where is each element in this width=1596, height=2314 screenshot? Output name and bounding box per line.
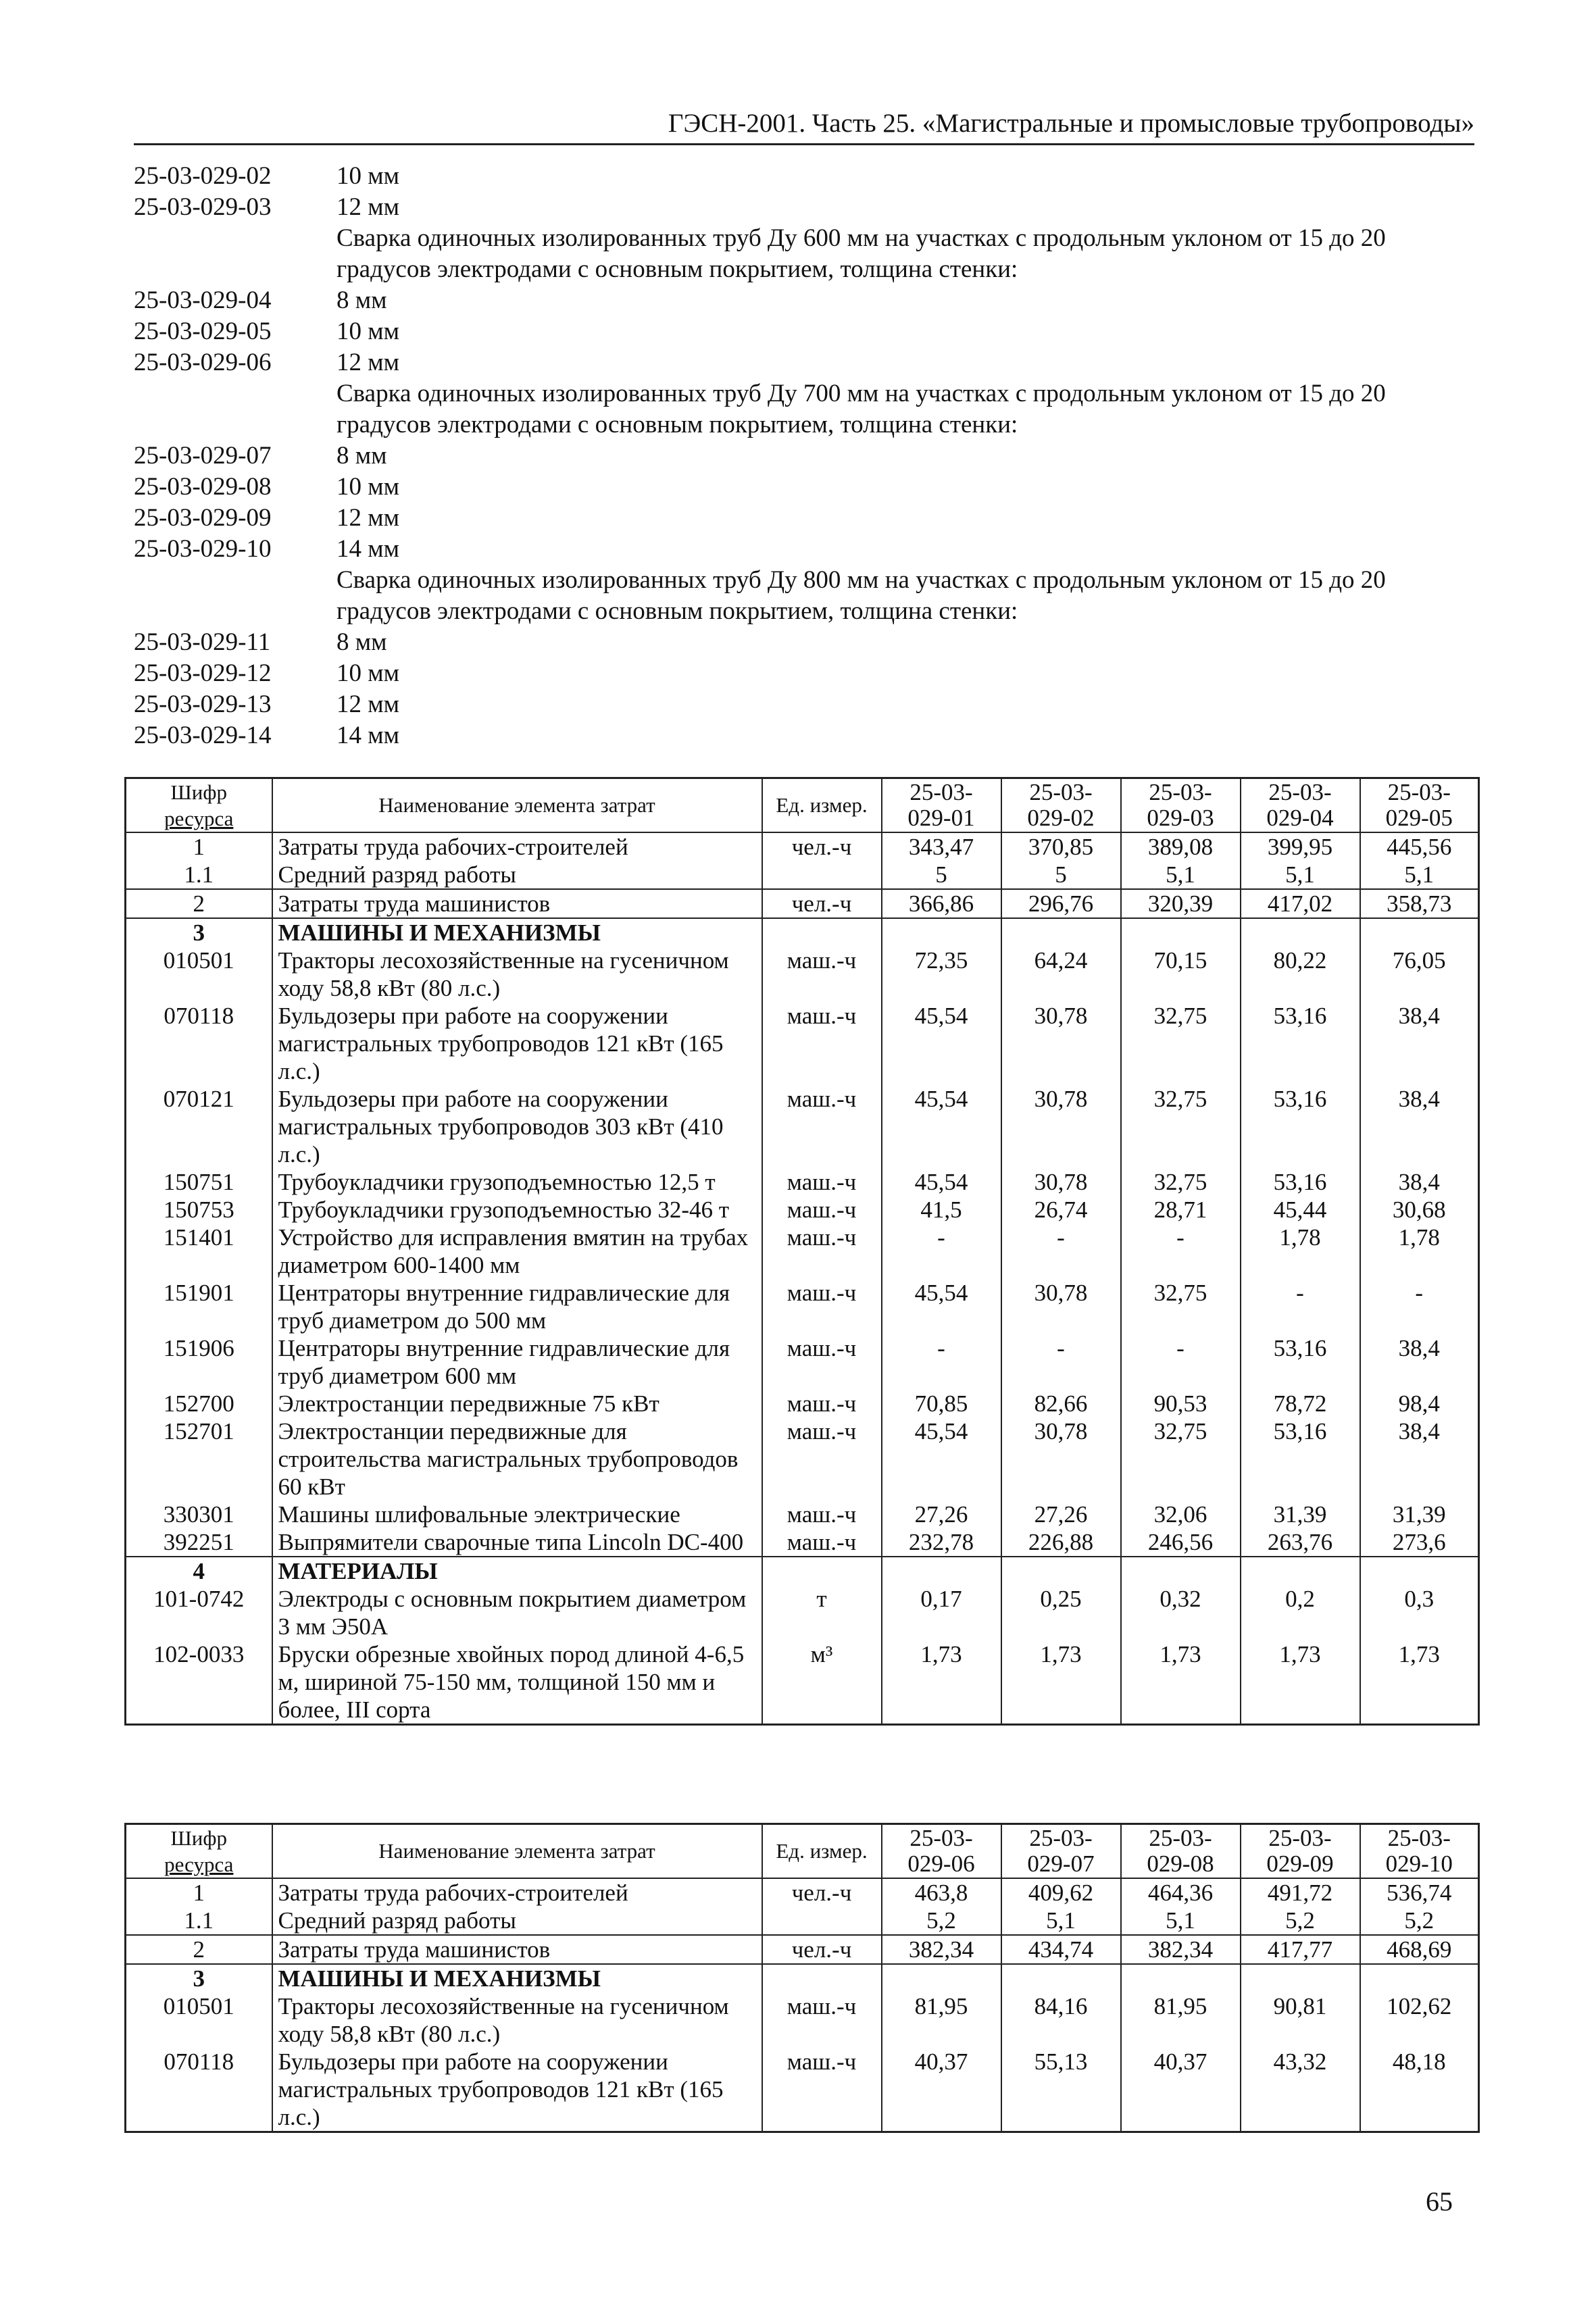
resource-name: Затраты труда машинистов (272, 889, 762, 918)
resource-name: Трубоукладчики грузоподъемностью 12,5 т (272, 1168, 762, 1196)
resource-value: 55,13 (1001, 2048, 1121, 2132)
resource-value: 468,69 (1360, 1935, 1479, 1964)
resource-value: 53,16 (1241, 1168, 1360, 1196)
code-row (134, 441, 1478, 472)
resource-value: 30,78 (1001, 1417, 1121, 1501)
resource-name: МАШИНЫ И МЕХАНИЗМЫ (272, 1964, 762, 1992)
resource-name: Машины шлифовальные электрические (272, 1501, 762, 1528)
resource-value: 417,77 (1241, 1935, 1360, 1964)
table-row (126, 1417, 1479, 1501)
table-row (126, 947, 1479, 1002)
resource-name: Тракторы лесохозяйственные на гусеничном ходу 58,8 кВт (80 л.с.) (272, 947, 762, 1002)
resource-name: МАТЕРИАЛЫ (272, 1557, 762, 1585)
resource-code: 150753 (126, 1196, 272, 1224)
wall-thickness: 10 мм (336, 318, 400, 345)
table-row (126, 1528, 1479, 1557)
resource-code: 4 (126, 1557, 272, 1585)
resource-value: 38,4 (1360, 1168, 1479, 1196)
resource-name: Бульдозеры при работе на сооружении магистральных трубопроводов 303 кВт (410 л.с.) (272, 1085, 762, 1168)
resource-name: Затраты труда машинистов (272, 1935, 762, 1964)
resource-code: 1.1 (126, 861, 272, 889)
norm-code: 25-03-029-03 (134, 193, 272, 221)
resource-unit (762, 1907, 882, 1935)
resource-value: 1,73 (882, 1640, 1001, 1725)
header-col: 25-03- 029-07 (1001, 1824, 1121, 1879)
resource-name: Бульдозеры при работе на сооружении магистральных трубопроводов 121 кВт (165 л.с.) (272, 1002, 762, 1085)
code-row (134, 316, 1478, 347)
resource-value: 45,54 (882, 1279, 1001, 1334)
resource-unit: маш.-ч (762, 1501, 882, 1528)
resource-code: 330301 (126, 1501, 272, 1528)
resource-value: - (882, 1224, 1001, 1279)
resource-value: 45,54 (882, 1168, 1001, 1196)
resource-unit (762, 1964, 882, 1992)
resource-value: 78,72 (1241, 1390, 1360, 1417)
wall-thickness: 8 мм (336, 628, 387, 656)
resource-value: 30,78 (1001, 1085, 1121, 1168)
resource-value: 366,86 (882, 889, 1001, 918)
resource-value: - (1241, 1279, 1360, 1334)
resource-name: Бульдозеры при работе на сооружении магистральных трубопроводов 121 кВт (165 л.с.) (272, 2048, 762, 2132)
resource-unit: чел.-ч (762, 832, 882, 861)
norm-code: 25-03-029-09 (134, 504, 272, 532)
resource-value: 53,16 (1241, 1085, 1360, 1168)
norm-code: 25-03-029-10 (134, 535, 272, 563)
code-row (134, 534, 1478, 565)
resource-code: 070118 (126, 1002, 272, 1085)
resource-value: 90,81 (1241, 1992, 1360, 2048)
resource-name: Центраторы внутренние гидравлические для труб диаметром до 500 мм (272, 1279, 762, 1334)
code-row (134, 627, 1478, 658)
resource-value: 246,56 (1121, 1528, 1241, 1557)
table-row (126, 1501, 1479, 1528)
header-name: Наименование элемента затрат (272, 778, 762, 833)
resource-value: 5 (882, 861, 1001, 889)
table-row (126, 1279, 1479, 1334)
resource-unit: маш.-ч (762, 1279, 882, 1334)
resource-unit (762, 1557, 882, 1585)
resource-value: 1,73 (1360, 1640, 1479, 1725)
wall-thickness: 10 мм (336, 659, 400, 687)
resource-value: - (1121, 1224, 1241, 1279)
table-row (126, 1224, 1479, 1279)
resource-unit: маш.-ч (762, 2048, 882, 2132)
resource-code: 1 (126, 1878, 272, 1907)
header-col: 25-03- 029-09 (1241, 1824, 1360, 1879)
resource-code: 151906 (126, 1334, 272, 1390)
table-row (126, 1935, 1479, 1964)
resource-value: 40,37 (882, 2048, 1001, 2132)
resource-code: 392251 (126, 1528, 272, 1557)
header-code: Шифр ресурса (126, 778, 272, 833)
resource-value: 263,76 (1241, 1528, 1360, 1557)
resource-unit: маш.-ч (762, 1085, 882, 1168)
resource-value: 45,54 (882, 1085, 1001, 1168)
resource-value: 417,02 (1241, 889, 1360, 918)
resource-name: Средний разряд работы (272, 1907, 762, 1935)
section-description: Сварка одиночных изолированных труб Ду 800 мм на участках с продольным уклоном от 15 до 20 градусов электродами с основным покрытием, толщина стенки: (336, 566, 1386, 625)
resource-value (1241, 1557, 1360, 1585)
resource-value: 40,37 (1121, 2048, 1241, 2132)
resource-unit: маш.-ч (762, 1417, 882, 1501)
resource-value: 0,32 (1121, 1585, 1241, 1640)
resource-code: 152701 (126, 1417, 272, 1501)
table-row (126, 1334, 1479, 1390)
resource-unit: маш.-ч (762, 1002, 882, 1085)
resource-unit: маш.-ч (762, 1224, 882, 1279)
resource-value: 31,39 (1241, 1501, 1360, 1528)
resource-code: 2 (126, 1935, 272, 1964)
resource-code: 3 (126, 1964, 272, 1992)
resource-name: Выпрямители сварочные типа Lincoln DC-400 (272, 1528, 762, 1557)
resource-value: 41,5 (882, 1196, 1001, 1224)
resource-value (1360, 918, 1479, 947)
resource-value (1001, 1557, 1121, 1585)
resource-value: 1,73 (1001, 1640, 1121, 1725)
resource-unit: т (762, 1585, 882, 1640)
norm-code: 25-03-029-04 (134, 286, 272, 314)
resource-value: 226,88 (1001, 1528, 1121, 1557)
header-col: 25-03- 029-06 (882, 1824, 1001, 1879)
resource-value: 30,78 (1001, 1168, 1121, 1196)
resource-value: 445,56 (1360, 832, 1479, 861)
resource-value: 536,74 (1360, 1878, 1479, 1907)
resource-value: 102,62 (1360, 1992, 1479, 2048)
wall-thickness: 8 мм (336, 442, 387, 470)
resource-value: 72,35 (882, 947, 1001, 1002)
resource-value: 5,1 (1241, 861, 1360, 889)
resource-value (1360, 1557, 1479, 1585)
wall-thickness: 12 мм (336, 690, 400, 718)
table-row (126, 1168, 1479, 1196)
resource-value: 27,26 (882, 1501, 1001, 1528)
norm-code: 25-03-029-06 (134, 349, 272, 376)
resource-value: 38,4 (1360, 1002, 1479, 1085)
code-row (134, 720, 1478, 751)
resource-value (1121, 918, 1241, 947)
resource-value: 399,95 (1241, 832, 1360, 861)
resource-value: 5 (1001, 861, 1121, 889)
resource-code: 150751 (126, 1168, 272, 1196)
resource-value: 38,4 (1360, 1417, 1479, 1501)
resource-value: 5,1 (1001, 1907, 1121, 1935)
resource-value: 0,3 (1360, 1585, 1479, 1640)
resource-value: 434,74 (1001, 1935, 1121, 1964)
resource-value (1121, 1557, 1241, 1585)
resource-unit: маш.-ч (762, 1168, 882, 1196)
resource-unit: маш.-ч (762, 1390, 882, 1417)
resource-value: 53,16 (1241, 1334, 1360, 1390)
wall-thickness: 14 мм (336, 722, 400, 749)
resource-value: 32,75 (1121, 1085, 1241, 1168)
header-name: Наименование элемента затрат (272, 1824, 762, 1879)
header-code: Шифр ресурса (126, 1824, 272, 1879)
wall-thickness: 8 мм (336, 286, 387, 314)
resource-code: 010501 (126, 947, 272, 1002)
resource-code: 151901 (126, 1279, 272, 1334)
norm-code: 25-03-029-13 (134, 690, 272, 718)
resource-value: 81,95 (882, 1992, 1001, 2048)
header-col: 25-03- 029-02 (1001, 778, 1121, 833)
table-row (126, 2048, 1479, 2132)
wall-thickness: 14 мм (336, 535, 400, 563)
code-row (134, 192, 1478, 223)
header-col: 25-03- 029-08 (1121, 1824, 1241, 1879)
resource-value: 389,08 (1121, 832, 1241, 861)
norm-code: 25-03-029-12 (134, 659, 272, 687)
resource-value: 43,32 (1241, 2048, 1360, 2132)
resource-value: 1,73 (1241, 1640, 1360, 1725)
resource-value: 5,1 (1121, 861, 1241, 889)
table-row (126, 1390, 1479, 1417)
table-row (126, 1907, 1479, 1935)
resource-value: 27,26 (1001, 1501, 1121, 1528)
resource-value: 98,4 (1360, 1390, 1479, 1417)
code-row (134, 689, 1478, 720)
resource-value: 296,76 (1001, 889, 1121, 918)
resource-value (1360, 1964, 1479, 1992)
resource-value: 38,4 (1360, 1334, 1479, 1390)
resource-value: 48,18 (1360, 2048, 1479, 2132)
code-row (134, 161, 1478, 192)
resource-value: - (1360, 1279, 1479, 1334)
norm-code: 25-03-029-14 (134, 722, 272, 749)
table-row (126, 1585, 1479, 1640)
resource-value: 81,95 (1121, 1992, 1241, 2048)
resource-value: 409,62 (1001, 1878, 1121, 1907)
resource-value: 491,72 (1241, 1878, 1360, 1907)
resource-value (882, 1557, 1001, 1585)
resource-unit (762, 861, 882, 889)
resource-code: 152700 (126, 1390, 272, 1417)
code-row (134, 503, 1478, 534)
resource-name: Затраты труда рабочих-строителей (272, 832, 762, 861)
table-row (126, 889, 1479, 918)
table-row (126, 1196, 1479, 1224)
resource-value: - (1121, 1334, 1241, 1390)
resource-unit (762, 918, 882, 947)
resource-value: 382,34 (1121, 1935, 1241, 1964)
section-description: Сварка одиночных изолированных труб Ду 600 мм на участках с продольным уклоном от 15 до 20 градусов электродами с основным покрытием, толщина стенки: (336, 224, 1386, 283)
resource-value: - (1001, 1334, 1121, 1390)
resource-value: 0,2 (1241, 1585, 1360, 1640)
resource-name: МАШИНЫ И МЕХАНИЗМЫ (272, 918, 762, 947)
resource-value (882, 1964, 1001, 1992)
resource-unit: чел.-ч (762, 1878, 882, 1907)
resource-value (1241, 1964, 1360, 1992)
resource-unit: маш.-ч (762, 1992, 882, 2048)
resource-code: 2 (126, 889, 272, 918)
resource-value: 70,85 (882, 1390, 1001, 1417)
resource-value: 31,39 (1360, 1501, 1479, 1528)
resource-value: 5,1 (1360, 861, 1479, 889)
resource-unit: маш.-ч (762, 1528, 882, 1557)
resource-unit: м³ (762, 1640, 882, 1725)
header-unit: Ед. измер. (762, 1824, 882, 1879)
table-row (126, 1002, 1479, 1085)
resource-value: 320,39 (1121, 889, 1241, 918)
table-row (126, 1640, 1479, 1725)
resource-value: 5,2 (1241, 1907, 1360, 1935)
resource-value: 5,2 (1360, 1907, 1479, 1935)
resource-value: 76,05 (1360, 947, 1479, 1002)
table-row (126, 1557, 1479, 1585)
resource-value: 84,16 (1001, 1992, 1121, 2048)
resource-value (1001, 918, 1121, 947)
table-row (126, 1964, 1479, 1992)
code-row (134, 472, 1478, 503)
resource-name: Тракторы лесохозяйственные на гусеничном ходу 58,8 кВт (80 л.с.) (272, 1992, 762, 2048)
resource-name: Центраторы внутренние гидравлические для труб диаметром 600 мм (272, 1334, 762, 1390)
resource-value: 30,68 (1360, 1196, 1479, 1224)
resource-value: 45,54 (882, 1417, 1001, 1501)
resource-value: 45,54 (882, 1002, 1001, 1085)
resource-value: 53,16 (1241, 1417, 1360, 1501)
norm-code: 25-03-029-05 (134, 318, 272, 345)
wall-thickness: 12 мм (336, 504, 400, 532)
resource-value: 0,17 (882, 1585, 1001, 1640)
page-number: 65 (1426, 2186, 1453, 2217)
resource-code: 1.1 (126, 1907, 272, 1935)
resource-code: 010501 (126, 1992, 272, 2048)
resource-value: 28,71 (1121, 1196, 1241, 1224)
resource-value: 358,73 (1360, 889, 1479, 918)
resource-table-2 (124, 1823, 1480, 2133)
resource-name: Затраты труда рабочих-строителей (272, 1878, 762, 1907)
resource-unit: чел.-ч (762, 1935, 882, 1964)
resource-value: 30,78 (1001, 1279, 1121, 1334)
resource-unit: маш.-ч (762, 1196, 882, 1224)
header-unit: Ед. измер. (762, 778, 882, 833)
section-description: Сварка одиночных изолированных труб Ду 700 мм на участках с продольным уклоном от 15 до 20 градусов электродами с основным покрытием, толщина стенки: (336, 380, 1386, 438)
resource-value: 232,78 (882, 1528, 1001, 1557)
header-col: 25-03- 029-05 (1360, 778, 1479, 833)
resource-name: Устройство для исправления вмятин на трубах диаметром 600-1400 мм (272, 1224, 762, 1279)
resource-code: 151401 (126, 1224, 272, 1279)
resource-code: 3 (126, 918, 272, 947)
resource-value: 32,06 (1121, 1501, 1241, 1528)
resource-value: - (1001, 1224, 1121, 1279)
resource-value (1241, 918, 1360, 947)
resource-value: 5,2 (882, 1907, 1001, 1935)
table-row (126, 1878, 1479, 1907)
resource-value: 0,25 (1001, 1585, 1121, 1640)
header-col: 25-03- 029-10 (1360, 1824, 1479, 1879)
resource-value: 90,53 (1121, 1390, 1241, 1417)
norm-code: 25-03-029-08 (134, 473, 272, 501)
resource-name: Средний разряд работы (272, 861, 762, 889)
resource-code: 070121 (126, 1085, 272, 1168)
resource-code: 070118 (126, 2048, 272, 2132)
resource-value: 32,75 (1121, 1279, 1241, 1334)
resource-unit: чел.-ч (762, 889, 882, 918)
norm-code: 25-03-029-07 (134, 442, 272, 470)
code-list (134, 161, 1478, 751)
code-row (134, 285, 1478, 316)
resource-value: 32,75 (1121, 1168, 1241, 1196)
resource-value: 370,85 (1001, 832, 1121, 861)
resource-value: 64,24 (1001, 947, 1121, 1002)
resource-value: 382,34 (882, 1935, 1001, 1964)
resource-value: 82,66 (1001, 1390, 1121, 1417)
header-col: 25-03- 029-01 (882, 778, 1001, 833)
wall-thickness: 12 мм (336, 193, 400, 221)
resource-name: Бруски обрезные хвойных пород длиной 4-6,5 м, шириной 75-150 мм, толщиной 150 мм и более, III сорта (272, 1640, 762, 1725)
resource-unit: маш.-ч (762, 1334, 882, 1390)
code-row (134, 658, 1478, 689)
resource-value: 32,75 (1121, 1002, 1241, 1085)
resource-table-1 (124, 777, 1480, 1726)
resource-value: 1,73 (1121, 1640, 1241, 1725)
resource-value: 80,22 (1241, 947, 1360, 1002)
resource-value: - (882, 1334, 1001, 1390)
resource-unit: маш.-ч (762, 947, 882, 1002)
table-row (126, 832, 1479, 861)
header-col: 25-03- 029-03 (1121, 778, 1241, 833)
resource-value: 45,44 (1241, 1196, 1360, 1224)
table-row (126, 1992, 1479, 2048)
resource-value: 1,78 (1360, 1224, 1479, 1279)
code-row (134, 347, 1478, 378)
resource-value: 463,8 (882, 1878, 1001, 1907)
wall-thickness: 12 мм (336, 349, 400, 376)
norm-code: 25-03-029-11 (134, 628, 271, 656)
table-row (126, 861, 1479, 889)
resource-value: 32,75 (1121, 1417, 1241, 1501)
wall-thickness: 10 мм (336, 162, 400, 190)
resource-value: 273,6 (1360, 1528, 1479, 1557)
resource-value (1001, 1964, 1121, 1992)
table-row (126, 1085, 1479, 1168)
resource-code: 102-0033 (126, 1640, 272, 1725)
resource-name: Электростанции передвижные для строительства магистральных трубопроводов 60 кВт (272, 1417, 762, 1501)
resource-code: 1 (126, 832, 272, 861)
resource-value: 30,78 (1001, 1002, 1121, 1085)
resource-value: 5,1 (1121, 1907, 1241, 1935)
resource-value: 1,78 (1241, 1224, 1360, 1279)
table-row (126, 918, 1479, 947)
header-col: 25-03- 029-04 (1241, 778, 1360, 833)
page-header: ГЭСН-2001. Часть 25. «Магистральные и промысловые трубопроводы» (134, 107, 1474, 145)
resource-name: Электроды с основным покрытием диаметром 3 мм Э50А (272, 1585, 762, 1640)
resource-value: 343,47 (882, 832, 1001, 861)
resource-name: Трубоукладчики грузоподъемностью 32-46 т (272, 1196, 762, 1224)
resource-value (1121, 1964, 1241, 1992)
norm-code: 25-03-029-02 (134, 162, 272, 190)
resource-value: 38,4 (1360, 1085, 1479, 1168)
wall-thickness: 10 мм (336, 473, 400, 501)
resource-value (882, 918, 1001, 947)
resource-value: 70,15 (1121, 947, 1241, 1002)
resource-code: 101-0742 (126, 1585, 272, 1640)
resource-value: 464,36 (1121, 1878, 1241, 1907)
resource-value: 53,16 (1241, 1002, 1360, 1085)
resource-name: Электростанции передвижные 75 кВт (272, 1390, 762, 1417)
resource-value: 26,74 (1001, 1196, 1121, 1224)
